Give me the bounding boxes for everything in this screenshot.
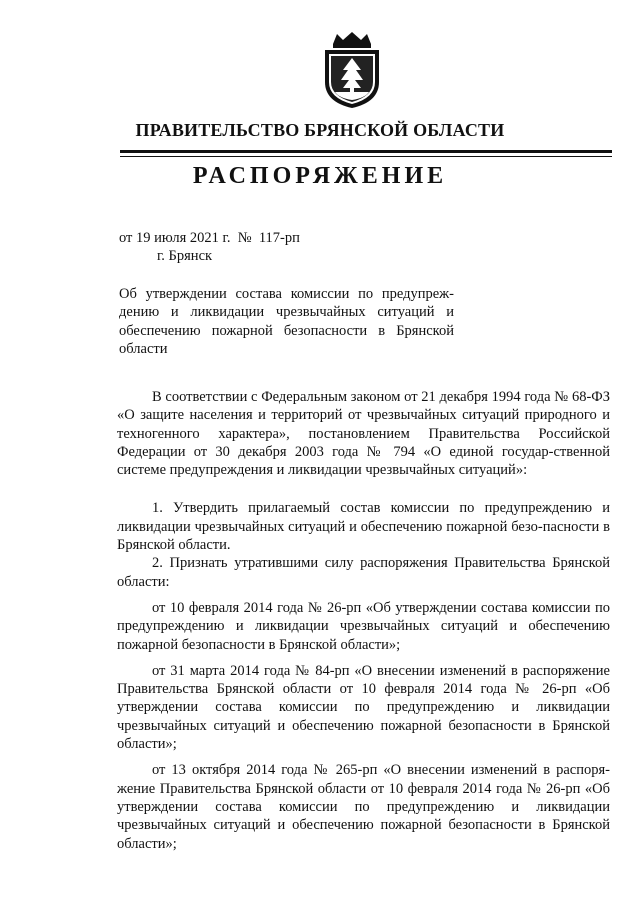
document-city: г. Брянск	[157, 248, 213, 264]
item-1-paragraph: 1. Утвердить прилагаемый состав комиссии по предупреждению и ликвидации чрезвычайных ситуаций и обеспечению пожарной безо-пасности в Брянской области.	[117, 500, 610, 554]
number-sign: №	[237, 230, 252, 246]
preamble-paragraph: В соответствии с Федеральным законом от 21 декабря 1994 года № 68-ФЗ «О защите населения и территорий от чрезвычайных ситуаций природного и техногенного характера», постановлением Правительства Российской Федерации от 30 декабря 2003 года № 794 «О единой государ-ственной системе предупреждения и ликвидации чрезвычайных ситуаций»:	[117, 389, 610, 479]
date-number-line	[119, 230, 300, 247]
bryansk-coat-of-arms-icon	[319, 30, 385, 110]
document-type: РАСПОРЯЖЕНИЕ	[192, 163, 448, 189]
item-2-paragraph: 2. Признать утратившими силу распоряжения Правительства Брянской области:	[117, 555, 610, 590]
header-divider-thick	[120, 150, 612, 153]
repealed-order-1: от 10 февраля 2014 года № 26-рп «Об утверждении состава комиссии по предупреждению и ликвидации чрезвычайных ситуаций и обеспечению пожарной безопасности в Брянской области»;	[117, 599, 610, 653]
document-subject: Об утверждении состава комиссии по предупреж-дению и ликвидации чрезвычайных ситуаций и обеспечению пожарной безопасности в Брянской области	[119, 286, 454, 357]
header-divider-thin	[120, 156, 612, 157]
repealed-order-2: от 31 марта 2014 года № 84-рп «О внесении изменений в распоряжение Правительства Брянской области от 10 февраля 2014 года № 26-рп «Об утверждении состава комиссии по предупреждению и ликвидации чрезвычайных ситуаций и обеспечению пожарной безопасности в Брянской области»;	[117, 662, 610, 753]
document-number: 117-рп	[258, 230, 300, 246]
document-body	[117, 388, 610, 853]
government-title: ПРАВИТЕЛЬСТВО БРЯНСКОЙ ОБЛАСТИ	[135, 120, 505, 140]
repealed-order-3: от 13 октября 2014 года № 265-рп «О внесении изменений в распоря-жение Правительства Брянской области от 10 февраля 2014 года № 26-рп «Об утверждении состава комиссии по предупреждению и ликвидации чрезвычайных ситуаций и обеспечению пожарной безопасности в Брянской области»;	[117, 762, 610, 852]
document-date: от 19 июля 2021 г.	[119, 230, 231, 246]
